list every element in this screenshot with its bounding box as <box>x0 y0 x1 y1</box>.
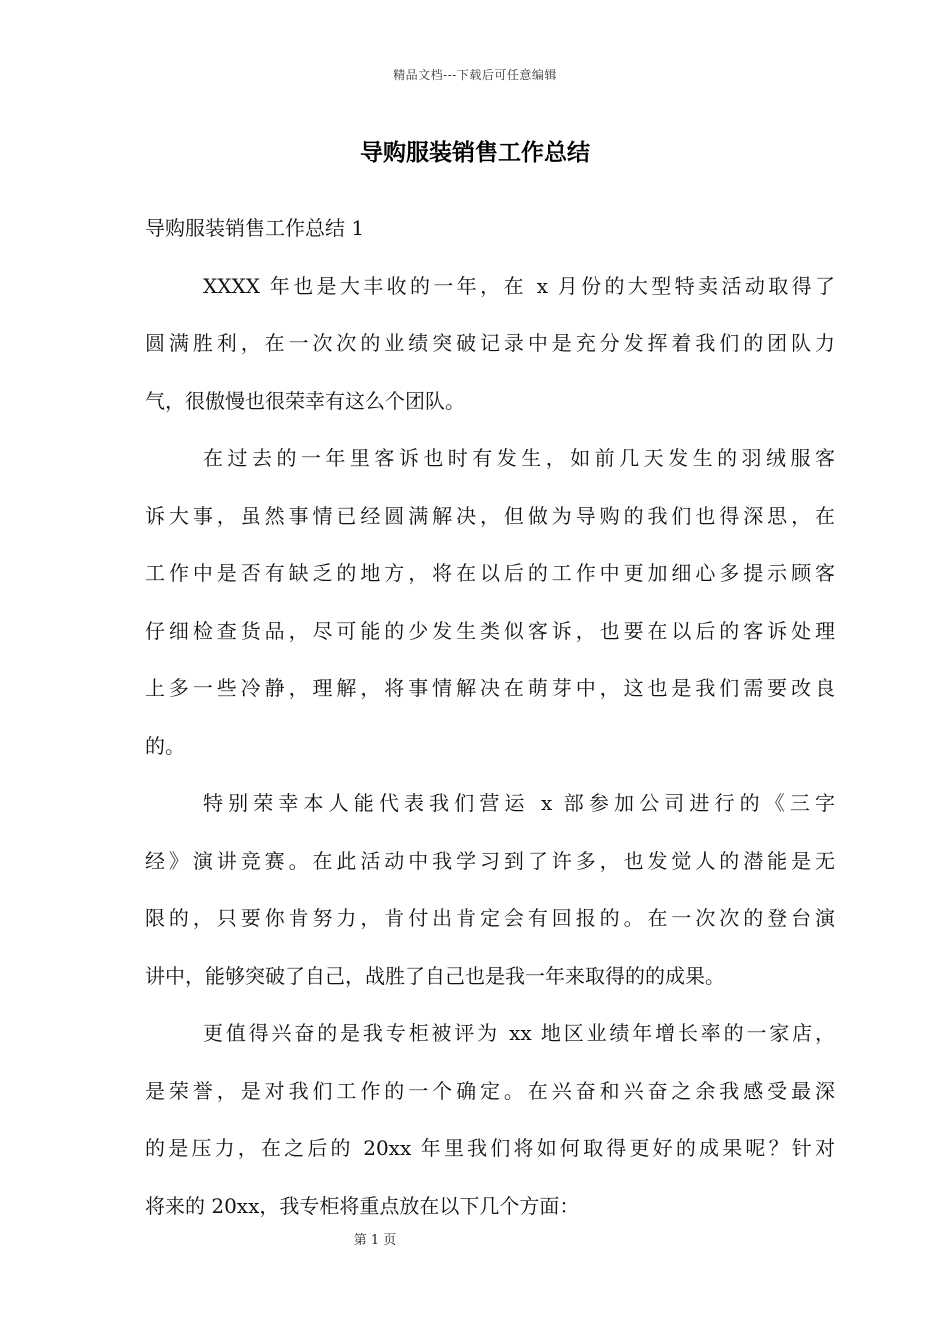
page-number: 第 1 页 <box>353 1233 397 1248</box>
paragraph-line: 将来的 20xx，我专柜将重点放在以下几个方面： <box>145 1193 580 1218</box>
paragraph-line: 圆满胜利，在一次次的业绩突破记录中是充分发挥着我们的团队力 <box>145 331 835 355</box>
paragraph-line: XXXX 年也是大丰收的一年，在 x 月份的大型特卖活动取得了 <box>203 273 835 298</box>
paragraph-line: 是荣誉，是对我们工作的一个确定。在兴奋和兴奋之余我感受最深 <box>145 1078 835 1103</box>
document-title: 导购服装销售工作总结 <box>360 139 590 166</box>
paragraph-line: 诉大事，虽然事情已经圆满解决，但做为导购的我们也得深思，在 <box>145 503 835 528</box>
paragraph-line: 在过去的一年里客诉也时有发生，如前几天发生的羽绒服客 <box>203 446 835 470</box>
header-note: 精品文档---下载后可任意编辑 <box>393 68 557 82</box>
paragraph-line: 仔细检查货品，尽可能的少发生类似客诉，也要在以后的客诉处理 <box>145 618 835 643</box>
paragraph-line: 经》演讲竞赛。在此活动中我学习到了许多，也发觉人的潜能是无 <box>145 848 835 873</box>
paragraph-1 <box>145 258 835 431</box>
paragraph-line: 的是压力，在之后的 20xx 年里我们将如何取得更好的成果呢？针对 <box>145 1136 835 1160</box>
paragraph-3 <box>145 775 835 1005</box>
paragraph-line: 的。 <box>145 733 185 758</box>
paragraph-2 <box>145 430 835 775</box>
paragraph-line: 气，很傲慢也很荣幸有这么个团队。 <box>145 388 465 413</box>
paragraph-line: 更值得兴奋的是我专柜被评为 xx 地区业绩年增长率的一家店， <box>203 1021 835 1045</box>
section-subheading: 导购服装销售工作总结 1 <box>145 216 365 240</box>
paragraph-line: 工作中是否有缺乏的地方，将在以后的工作中更加细心多提示顾客 <box>145 561 835 585</box>
paragraph-line: 限的，只要你肯努力，肯付出肯定会有回报的。在一次次的登台演 <box>145 906 835 930</box>
paragraph-line: 特别荣幸本人能代表我们营运 x 部参加公司进行的《三字 <box>203 791 835 815</box>
document-body <box>145 200 835 1235</box>
paragraph-line: 讲中，能够突破了自己，战胜了自己也是我一年来取得的的成果。 <box>145 963 725 988</box>
paragraph-4 <box>145 1005 835 1235</box>
paragraph-line: 上多一些冷静，理解，将事情解决在萌芽中，这也是我们需要改良 <box>145 676 835 700</box>
